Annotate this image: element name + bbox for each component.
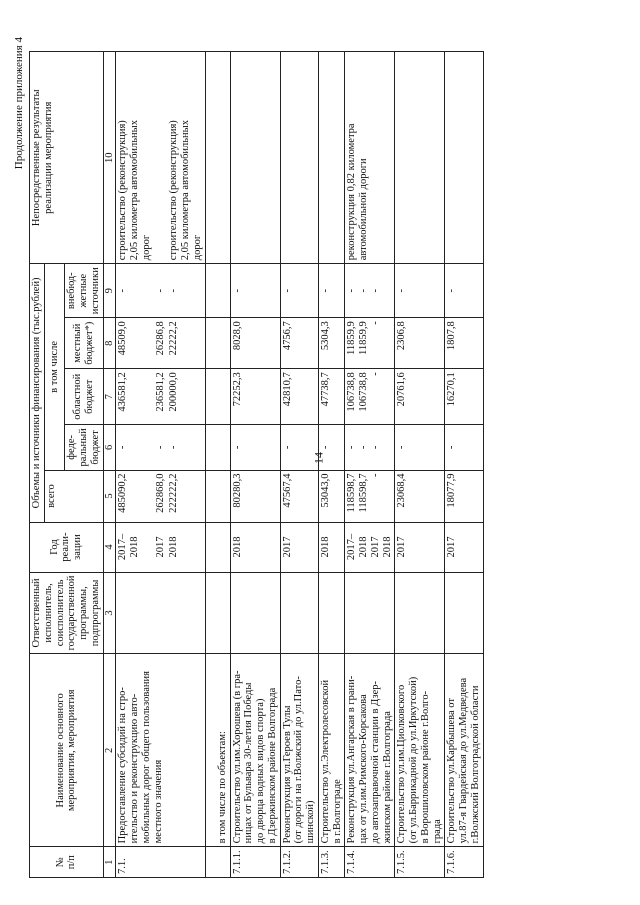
table-row-7-1-5 xyxy=(395,52,445,878)
row-regional: 16270,1 xyxy=(445,369,483,425)
row-local: 2306,8 xyxy=(395,318,445,369)
row-executor xyxy=(395,572,445,654)
table-row-7-1-2 xyxy=(280,52,318,878)
row-federal: - xyxy=(395,425,445,470)
row-result: строительство (реконструкция) 2,05 километра автомобильных дорог xyxy=(167,52,205,264)
row-no: 7.1.3. xyxy=(318,847,345,878)
row-local: 48509,0 xyxy=(116,318,154,369)
row-total: 262868,0 xyxy=(154,470,168,522)
col-num: 5 xyxy=(103,470,116,522)
funding-table xyxy=(29,51,484,878)
row-year: 2017–2018 2017 2018 xyxy=(345,522,395,572)
row-federal: - - - xyxy=(345,425,395,470)
row-regional: 236581,2 xyxy=(154,369,168,425)
row-federal: - xyxy=(280,425,318,470)
header-result: Непосредственные результаты реализации мероприятия xyxy=(30,52,104,264)
row-extrabudget: - xyxy=(318,264,345,318)
col-num: 1 xyxy=(103,847,116,878)
header-row-1 xyxy=(30,52,45,878)
row-local: 1807,8 xyxy=(445,318,483,369)
row-local: 11859,9 11859,9 - xyxy=(345,318,395,369)
row-result xyxy=(445,52,483,264)
row-federal: - xyxy=(116,425,154,470)
header-name: Наименование основного мероприятия, мероприятия xyxy=(30,654,104,847)
col-num: 4 xyxy=(103,522,116,572)
row-name: Реконструкция ул.Ангарская в грани- цах от ул.им.Римского-Корсакова до автозаправочной станции в Дзер- жинском районе г.Волгограда xyxy=(345,654,395,847)
row-local xyxy=(205,318,230,369)
row-federal: - xyxy=(318,425,345,470)
row-year: 2018 xyxy=(230,522,280,572)
row-year: 2018 xyxy=(167,522,205,572)
row-local: 22222,2 xyxy=(167,318,205,369)
row-year: 2018 xyxy=(318,522,345,572)
row-name: Реконструкция ул.Героев Тулы (от дороги на г.Волжский до ул.Пато- шинской) xyxy=(280,654,318,847)
row-extrabudget: - xyxy=(395,264,445,318)
row-result xyxy=(154,52,168,264)
row-name: Строительство ул.Электролесовской в г.Волгограде xyxy=(318,654,345,847)
row-regional: 42810,7 xyxy=(280,369,318,425)
row-executor xyxy=(205,572,230,654)
col-num: 8 xyxy=(103,318,116,369)
row-total: 53043,0 xyxy=(318,470,345,522)
row-no: 7.1.5. xyxy=(395,847,445,878)
row-regional: 436581,2 xyxy=(116,369,154,425)
header-local: местный бюджет*) xyxy=(65,318,103,369)
column-number-row xyxy=(103,52,116,878)
row-extrabudget: - xyxy=(230,264,280,318)
header-year: Год реали- зации xyxy=(30,522,104,572)
row-executor xyxy=(445,572,483,654)
header-federal: феде- ральный бюджет xyxy=(65,425,103,470)
row-no: 7.1. xyxy=(116,847,205,878)
row-name: Предоставление субсидий на стро- ительство и реконструкцию авто- мобильных дорог общего пользования местного значения xyxy=(116,654,205,847)
col-num: 6 xyxy=(103,425,116,470)
row-regional: 200000,0 xyxy=(167,369,205,425)
row-extrabudget: - xyxy=(445,264,483,318)
col-num: 2 xyxy=(103,654,116,847)
row-federal: - xyxy=(167,425,205,470)
row-year: 2017 xyxy=(280,522,318,572)
row-total: 47567,4 xyxy=(280,470,318,522)
row-total: 118598,7 118598,7 - xyxy=(345,470,395,522)
row-total: 80280,3 xyxy=(230,470,280,522)
row-year xyxy=(205,522,230,572)
header-incl: в том числе xyxy=(44,264,65,470)
row-regional: 106738,8 106738,8 - xyxy=(345,369,395,425)
row-name: Строительство ул.им.Циолковского (от ул.Баррикадной до ул.Иркутской) в Ворошиловском районе г.Волго- града xyxy=(395,654,445,847)
row-no: 7.1.4. xyxy=(345,847,395,878)
table-row-7-1-3 xyxy=(318,52,345,878)
col-num: 10 xyxy=(103,52,116,264)
row-federal: - xyxy=(445,425,483,470)
table-row-7-1 xyxy=(116,52,154,878)
table-row-7-1-1 xyxy=(230,52,280,878)
row-extrabudget: - xyxy=(116,264,154,318)
header-executor: Ответственный исполнитель, соисполнитель государственной программы, подпрограммы xyxy=(30,572,104,654)
row-result xyxy=(318,52,345,264)
row-federal: - xyxy=(154,425,168,470)
header-total: всего xyxy=(44,470,103,522)
row-no: 7.1.2. xyxy=(280,847,318,878)
row-federal: - xyxy=(230,425,280,470)
row-extrabudget xyxy=(205,264,230,318)
row-local: 5304,3 xyxy=(318,318,345,369)
row-name: Строительство ул.Карбышева от ул.87-я Гвардейская до ул.Медведева г.Волжский Волгоградской области xyxy=(445,654,483,847)
row-total xyxy=(205,470,230,522)
row-result xyxy=(395,52,445,264)
row-executor xyxy=(280,572,318,654)
row-year: 2017 xyxy=(154,522,168,572)
row-year: 2017 xyxy=(445,522,483,572)
header-regional: областной бюджет xyxy=(65,369,103,425)
row-total: 23068,4 xyxy=(395,470,445,522)
appendix-continuation-label: Продолжение приложения 4 xyxy=(13,37,25,170)
row-executor xyxy=(318,572,345,654)
row-result: строительство (реконструкция) 2,05 километра автомобильных дорог xyxy=(116,52,154,264)
row-executor xyxy=(230,572,280,654)
row-executor xyxy=(345,572,395,654)
row-extrabudget: - - - xyxy=(345,264,395,318)
row-year: 2017–2018 xyxy=(116,522,154,572)
col-num: 9 xyxy=(103,264,116,318)
row-extrabudget: - xyxy=(167,264,205,318)
row-regional xyxy=(205,369,230,425)
row-federal xyxy=(205,425,230,470)
objects-subheading: в том числе по объектам: xyxy=(205,654,230,847)
row-no: 7.1.1. xyxy=(230,847,280,878)
table-row-7-1-4 xyxy=(345,52,395,878)
row-no xyxy=(205,847,230,878)
row-regional: 72252,3 xyxy=(230,369,280,425)
row-total: 222222,2 xyxy=(167,470,205,522)
row-total: 485090,2 xyxy=(116,470,154,522)
row-result: реконструкция 0,82 километра автомобильной дороги xyxy=(345,52,395,264)
row-executor xyxy=(116,572,205,654)
header-funding: Объемы и источники финансирования (тыс.рублей) xyxy=(30,264,45,522)
col-num: 3 xyxy=(103,572,116,654)
row-extrabudget: - xyxy=(154,264,168,318)
row-regional: 47738,7 xyxy=(318,369,345,425)
header-extrabudget: внебюд- жетные источники xyxy=(65,264,103,318)
row-year: 2017 xyxy=(395,522,445,572)
row-total: 18077,9 xyxy=(445,470,483,522)
row-result xyxy=(205,52,230,264)
row-regional: 20761,6 xyxy=(395,369,445,425)
row-result xyxy=(230,52,280,264)
col-num: 7 xyxy=(103,369,116,425)
row-local: 8028,0 xyxy=(230,318,280,369)
row-local: 4756,7 xyxy=(280,318,318,369)
row-result xyxy=(280,52,318,264)
row-no: 7.1.6. xyxy=(445,847,483,878)
row-extrabudget: - xyxy=(280,264,318,318)
table-row-incl xyxy=(205,52,230,878)
table-row-7-1-6 xyxy=(445,52,483,878)
row-local: 26286,8 xyxy=(154,318,168,369)
header-no: № п/п xyxy=(30,847,104,878)
row-name: Строительство ул.им.Хорошева (в гра- ницах от Бульвара 30-летия Победы до дворца водных видов спорта) в Дзержинском районе Волгограда xyxy=(230,654,280,847)
